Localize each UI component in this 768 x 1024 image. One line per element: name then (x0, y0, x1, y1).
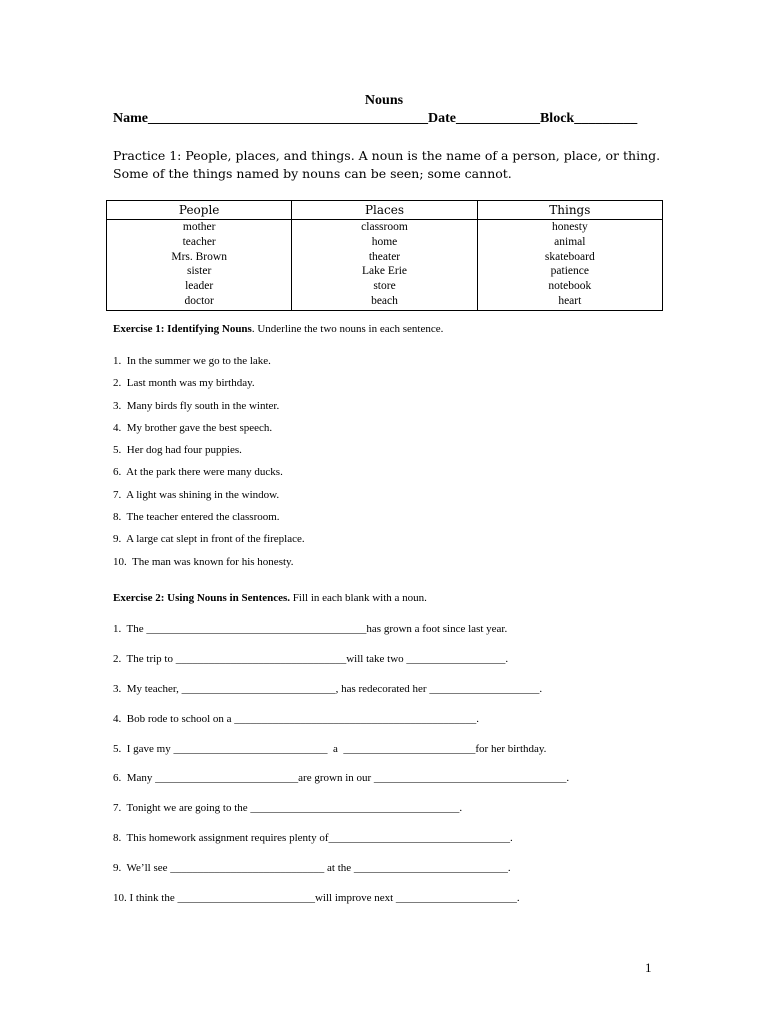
exercise-2-title: Exercise 2: Using Nouns in Sentences. (113, 592, 291, 604)
exercise-2-sentence: 1. The ________________________________________has grown a foot since last year. (113, 623, 508, 635)
table-cell-things: notebook (548, 280, 592, 293)
column-header-places: Places (292, 201, 477, 220)
exercise-1-sentence: 9. A large cat slept in front of the fireplace. (113, 533, 305, 546)
exercise-2-sentence: 8. This homework assignment requires plenty of_________________________________. (113, 832, 513, 845)
exercise-1-sentence: 4. My brother gave the best speech. (113, 421, 273, 434)
exercise-1-sentence: 1. In the summer we go to the lake. (113, 355, 271, 367)
exercise-1-sentence: 5. Her dog had four puppies. (113, 444, 242, 457)
exercise-2-heading (113, 592, 427, 604)
people-column (107, 220, 292, 311)
places-column (292, 220, 477, 311)
exercise-1-sentence: 10. The man was known for his honesty. (113, 555, 294, 568)
exercise-2-list (113, 619, 569, 918)
exercise-1-sentence: 8. The teacher entered the classroom. (113, 511, 280, 524)
exercise-1-heading (113, 323, 443, 335)
exercise-2-sentence: 6. Many __________________________are grown in our ___________________________________. (113, 772, 570, 785)
table-cell-places: Lake Erie (361, 265, 407, 278)
exercise-1-title: Exercise 1: Identifying Nouns (113, 323, 252, 335)
practice-intro-line-2: Some of the things named by nouns can be seen; some cannot. (113, 165, 512, 181)
table-header-row (107, 201, 663, 220)
table-cell-people: leader (185, 280, 214, 293)
exercise-2-sentence: 4. Bob rode to school on a ____________________________________________. (113, 712, 480, 725)
table-cell-places: classroom (361, 221, 408, 233)
nouns-table (106, 200, 663, 311)
table-cell-people: sister (187, 265, 212, 278)
exercise-1-sentence: 3. Many birds fly south in the winter. (113, 399, 280, 412)
things-column (477, 220, 662, 311)
exercise-1-sentence: 6. At the park there were many ducks. (113, 466, 283, 479)
exercise-1-sentence: 2. Last month was my birthday. (113, 377, 255, 390)
exercise-2-sentence: 2. The trip to _______________________________will take two __________________. (113, 652, 509, 665)
exercise-2-instructions: Fill in each blank with a noun. (290, 592, 427, 604)
table-cell-places: home (371, 235, 398, 248)
table-cell-places: beach (371, 294, 398, 307)
table-cell-people: doctor (184, 294, 214, 307)
table-cell-things: skateboard (544, 250, 595, 263)
table-cell-places: theater (368, 250, 401, 263)
practice-intro (113, 147, 673, 182)
page-title: Nouns (364, 93, 404, 108)
exercise-1-sentence: 7. A light was shining in the window. (113, 488, 280, 501)
column-header-people: People (107, 201, 292, 220)
column-header-things: Things (477, 201, 662, 220)
exercise-2-sentence: 10. I think the _________________________will improve next ______________________. (113, 892, 520, 905)
exercise-2-sentence: 7. Tonight we are going to the ______________________________________. (113, 802, 463, 815)
table-cell-things: heart (558, 294, 582, 307)
table-cell-things: animal (554, 235, 586, 248)
table-body-row (107, 220, 663, 311)
exercise-2-sentence: 3. My teacher, ____________________________, has redecorated her ____________________. (113, 682, 543, 695)
exercise-2-sentence: 5. I gave my ____________________________ a ________________________for her birthday. (113, 742, 547, 755)
table-cell-things: honesty (551, 221, 588, 233)
exercise-2-sentence: 9. We’ll see ____________________________ at the ____________________________. (113, 862, 511, 875)
table-cell-people: teacher (182, 235, 216, 248)
exercise-1-instructions: . Underline the two nouns in each sentence. (251, 323, 444, 335)
table-cell-people: mother (182, 221, 216, 233)
table-cell-things: patience (550, 265, 589, 278)
page-number: 1 (645, 960, 652, 975)
exercise-1-list (113, 351, 305, 574)
name-date-block-line: Name________________________________________Date____________Block_________ (113, 111, 638, 126)
practice-intro-line-1: Practice 1: People, places, and things. A noun is the name of a person, place, or thing. (113, 148, 661, 163)
table-cell-people: Mrs. Brown (171, 250, 227, 263)
table-cell-places: store (373, 280, 396, 293)
